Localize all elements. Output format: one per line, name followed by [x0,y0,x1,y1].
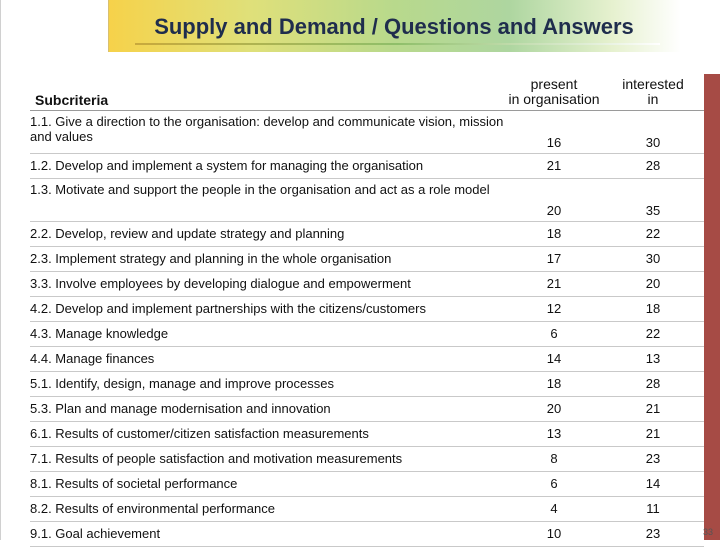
table-row [30,496,704,521]
table-row [30,521,704,546]
row-interested-value: 21 [602,396,704,421]
row-label: 9.1. Goal achievement [30,521,506,546]
page-title: Supply and Demand / Questions and Answers [154,14,634,39]
table-header-row [30,74,704,110]
table-row [30,471,704,496]
row-interested-value: 20 [602,271,704,296]
supply-demand-table [30,74,704,547]
row-label: 8.2. Results of environmental performance [30,496,506,521]
table-row [30,246,704,271]
table-row [30,321,704,346]
row-present-value: 18 [506,221,602,246]
row-present-value: 6 [506,471,602,496]
row-present-value: 14 [506,346,602,371]
row-label: 4.3. Manage knowledge [30,321,506,346]
row-present-value: 21 [506,271,602,296]
row-present-value: 20 [506,396,602,421]
row-label: 5.1. Identify, design, manage and improve processes [30,371,506,396]
row-interested-value: 13 [602,346,704,371]
row-label: 4.2. Develop and implement partnerships with the citizens/customers [30,296,506,321]
table-row [30,178,704,221]
table-row [30,296,704,321]
table-row [30,110,704,153]
row-label: 2.3. Implement strategy and planning in the whole organisation [30,246,506,271]
row-interested-value: 11 [602,496,704,521]
row-interested-value: 28 [602,153,704,178]
row-interested-value: 21 [602,421,704,446]
header-interested-text: interested in [622,75,684,107]
right-accent-bar [704,74,720,540]
table-row [30,153,704,178]
row-present-value: 10 [506,521,602,546]
row-label: 1.3. Motivate and support the people in the organisation and act as a role model [30,178,506,221]
row-interested-value: 22 [602,221,704,246]
row-present-value: 20 [506,178,602,221]
row-label: 8.1. Results of societal performance [30,471,506,496]
row-interested-value: 28 [602,371,704,396]
title-underline [135,43,660,45]
row-label: 4.4. Manage finances [30,346,506,371]
table-row [30,421,704,446]
header-subcriteria: Subcriteria [30,74,506,110]
table-row [30,221,704,246]
row-label: 5.3. Plan and manage modernisation and innovation [30,396,506,421]
table-body [30,110,704,546]
row-label: 3.3. Involve employees by developing dialogue and empowerment [30,271,506,296]
left-border-line [0,0,1,540]
header-interested [602,74,704,110]
row-interested-value: 30 [602,110,704,153]
row-interested-value: 18 [602,296,704,321]
row-interested-value: 22 [602,321,704,346]
row-present-value: 12 [506,296,602,321]
row-label: 1.1. Give a direction to the organisation: develop and communicate vision, mission and values [30,110,506,153]
row-interested-value: 23 [602,521,704,546]
table-row [30,396,704,421]
header-present [506,74,602,110]
row-present-value: 8 [506,446,602,471]
row-present-value: 17 [506,246,602,271]
row-label: 6.1. Results of customer/citizen satisfaction measurements [30,421,506,446]
page-number: 33 [703,527,714,537]
row-present-value: 21 [506,153,602,178]
row-present-value: 4 [506,496,602,521]
table-row [30,446,704,471]
row-present-value: 16 [506,110,602,153]
row-interested-value: 14 [602,471,704,496]
row-interested-value: 30 [602,246,704,271]
row-label: 1.2. Develop and implement a system for managing the organisation [30,153,506,178]
row-present-value: 6 [506,321,602,346]
row-label: 7.1. Results of people satisfaction and motivation measurements [30,446,506,471]
row-label: 2.2. Develop, review and update strategy and planning [30,221,506,246]
row-present-value: 18 [506,371,602,396]
row-present-value: 13 [506,421,602,446]
table-row [30,346,704,371]
row-interested-value: 23 [602,446,704,471]
header-present-text: present in organisation [508,75,600,107]
row-interested-value: 35 [602,178,704,221]
table-row [30,371,704,396]
table-row [30,271,704,296]
